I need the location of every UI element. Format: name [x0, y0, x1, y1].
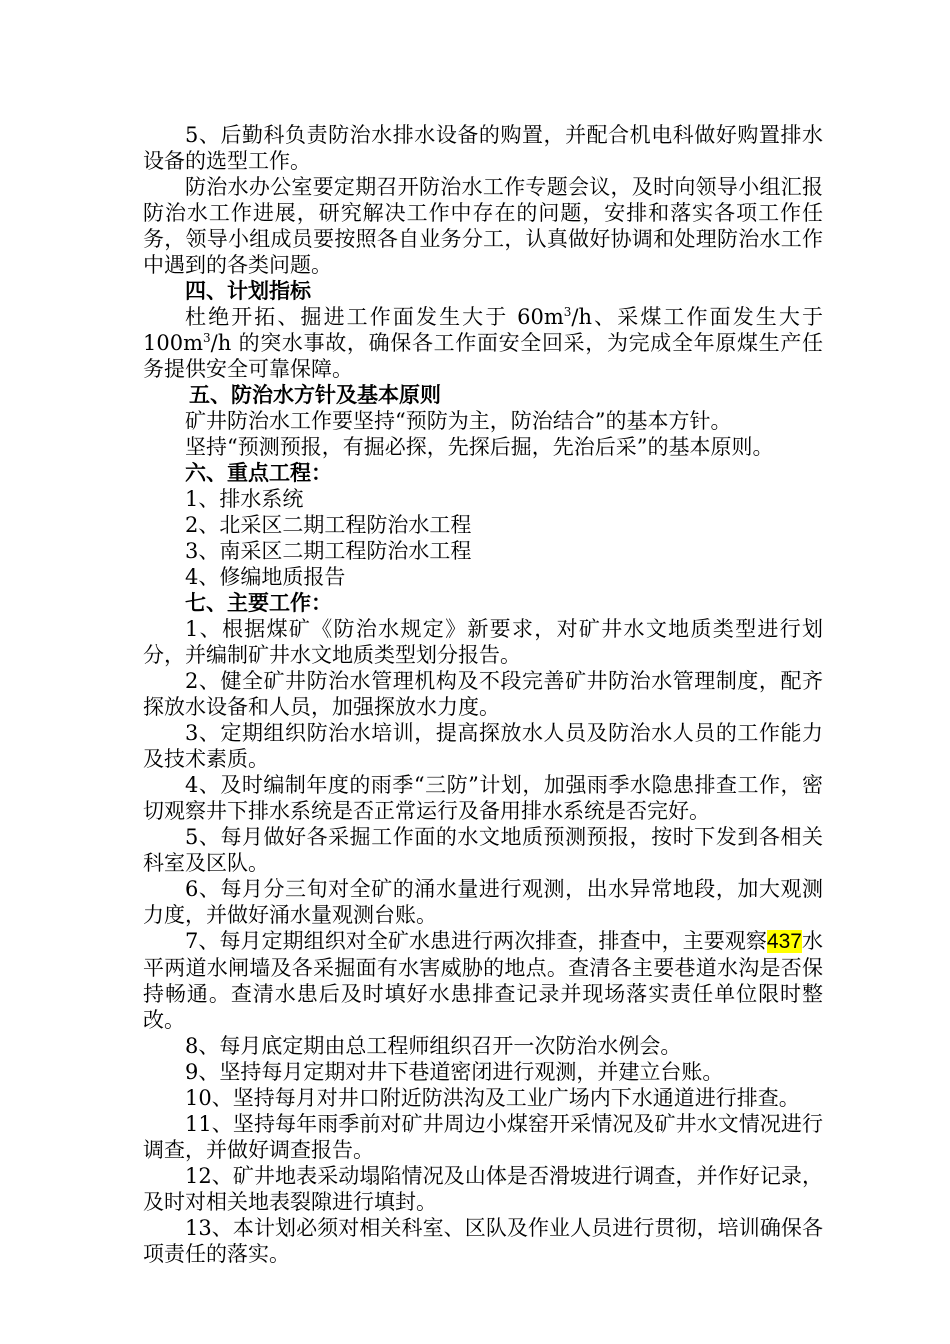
work-item-13: 13、本计划必须对相关科室、区队及作业人员进行贯彻，培训确保各项责任的落实。 [143, 1216, 823, 1266]
heading-main-work: 七、主要工作： [185, 590, 332, 615]
heading-plan-targets: 四、计划指标 [185, 278, 311, 303]
paragraph-targets [143, 304, 823, 382]
work-item-11: 11、坚持每年雨季前对矿井周边小煤窑开采情况及矿井水文情况进行调查，并做好调查报告。 [143, 1112, 823, 1162]
work-7-text-b: 水平两道水闸墙及各采掘面有水害威胁的地点。查清各主要巷道水沟是否保持畅通。查清水患后及时填好水患排查记录并现场落实责任单位限时整改。 [143, 929, 824, 1032]
heading-policy: 五、防治水方针及基本原则 [189, 382, 441, 407]
targets-text-a: 杜绝开拓、掘进工作面发生大于 60m [185, 305, 564, 329]
work-item-6: 6、每月分三旬对全矿的涌水量进行观测，出水异常地段，加大观测力度，并做好涌水量观测台账。 [143, 877, 823, 927]
work-item-7 [143, 928, 823, 1033]
list-item: 2、北采区二期工程防治水工程 [185, 513, 472, 537]
superscript-3: 3 [203, 331, 211, 345]
work-7-text-a: 7、每月定期组织对全矿水患进行两次排查，排查中，主要观察 [185, 929, 767, 953]
work-item-2: 2、健全矿井防治水管理机构及不段完善矿井防治水管理制度，配齐探放水设备和人员，加强探放水力度。 [143, 669, 823, 719]
list-item: 3、南采区二期工程防治水工程 [185, 539, 472, 563]
document-body [143, 122, 823, 1267]
paragraph-policy-1: 矿井防治水工作要坚持“预防为主，防治结合”的基本方针。 [185, 409, 732, 433]
work-item-5: 5、每月做好各采掘工作面的水文地质预测预报，按时下发到各相关科室及区队。 [143, 825, 823, 875]
work-item-8: 8、每月底定期由总工程师组织召开一次防治水例会。 [185, 1034, 682, 1058]
heading-key-projects: 六、重点工程： [185, 460, 332, 485]
targets-text-b: /h、采煤工作面发生大于 100m [143, 305, 823, 355]
list-item: 1、排水系统 [185, 487, 304, 511]
work-item-3: 3、定期组织防治水培训，提高探放水人员及防治水人员的工作能力及技术素质。 [143, 721, 823, 771]
work-item-10: 10、坚持每月对井口附近防洪沟及工业广场内下水通道进行排查。 [185, 1086, 800, 1110]
list-item: 4、修编地质报告 [185, 565, 346, 589]
work-item-4: 4、及时编制年度的雨季“三防”计划，加强雨季水隐患排查工作，密切观察井下排水系统是否正常运行及备用排水系统是否完好。 [143, 773, 823, 823]
superscript-3: 3 [563, 305, 572, 319]
work-item-9: 9、坚持每月定期对井下巷道密闭进行观测，并建立台账。 [185, 1060, 724, 1084]
paragraph-logistics: 5、后勤科负责防治水排水设备的购置，并配合机电科做好购置排水设备的选型工作。 [143, 123, 823, 173]
work-item-12: 12、矿井地表采动塌陷情况及山体是否滑坡进行调查，并作好记录，及时对相关地表裂隙进行填封。 [143, 1164, 823, 1214]
paragraph-policy-2: 坚持“预测预报，有掘必探，先探后掘，先治后采”的基本原则。 [185, 435, 774, 459]
work-item-1: 1、根据煤矿《防治水规定》新要求，对矿井水文地质类型进行划分，并编制矿井水文地质类型划分报告。 [143, 617, 823, 667]
paragraph-office: 防治水办公室要定期召开防治水工作专题会议，及时向领导小组汇报防治水工作进展，研究解决工作中存在的问题，安排和落实各项工作任务，领导小组成员要按照各自业务分工，认真做好协调和处理防治水工作中遇到的各类问题。 [143, 175, 823, 277]
targets-text-c: /h 的突水事故，确保各工作面安全回采，为完成全年原煤生产任务提供安全可靠保障。 [143, 331, 823, 381]
highlighted-level-437: 437 [766, 930, 802, 953]
